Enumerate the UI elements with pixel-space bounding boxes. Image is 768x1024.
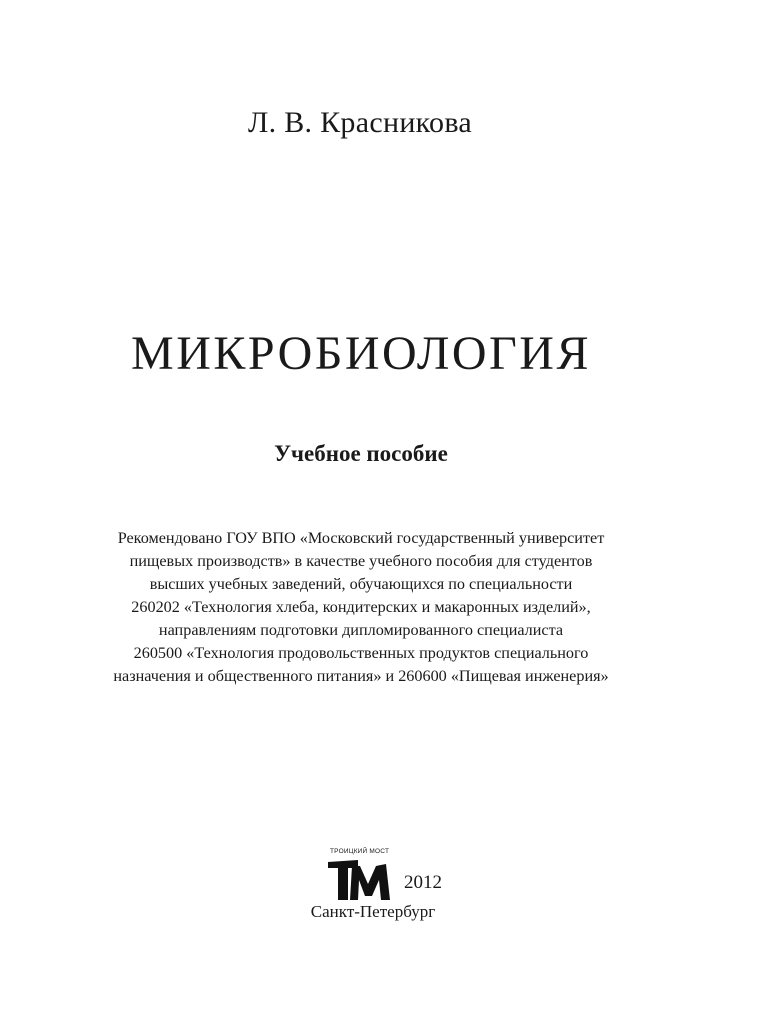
book-subtitle: Учебное пособие	[274, 441, 448, 466]
recommendation-line: пищевых производств» в качестве учебного пособия для студентов	[129, 552, 593, 570]
publication-year: 2012	[404, 872, 442, 893]
tm-logo-icon	[328, 858, 400, 902]
author-name: Л. В. Красникова	[247, 106, 473, 139]
recommendation-line: направлениям подготовки дипломированного специалиста	[158, 621, 564, 639]
recommendation-line: высших учебных заведений, обучающихся по специальности	[149, 575, 573, 593]
publisher-name: ТРОИЦКИЙ МОСТ	[330, 848, 390, 855]
book-title: МИКРОБИОЛОГИЯ	[131, 327, 591, 380]
recommendation-line: 260202 «Технология хлеба, кондитерских и макаронных изделий»,	[131, 598, 591, 616]
recommendation-line: Рекомендовано ГОУ ВПО «Московский государственный университет	[117, 529, 605, 547]
recommendation-text	[40, 527, 682, 688]
recommendation-line: 260500 «Технология продовольственных продуктов специального	[133, 644, 589, 662]
publisher-block	[320, 848, 450, 908]
recommendation-line: назначения и общественного питания» и 260600 «Пищевая инженерия»	[113, 667, 609, 685]
publication-city: Санкт-Петербург	[310, 902, 436, 921]
